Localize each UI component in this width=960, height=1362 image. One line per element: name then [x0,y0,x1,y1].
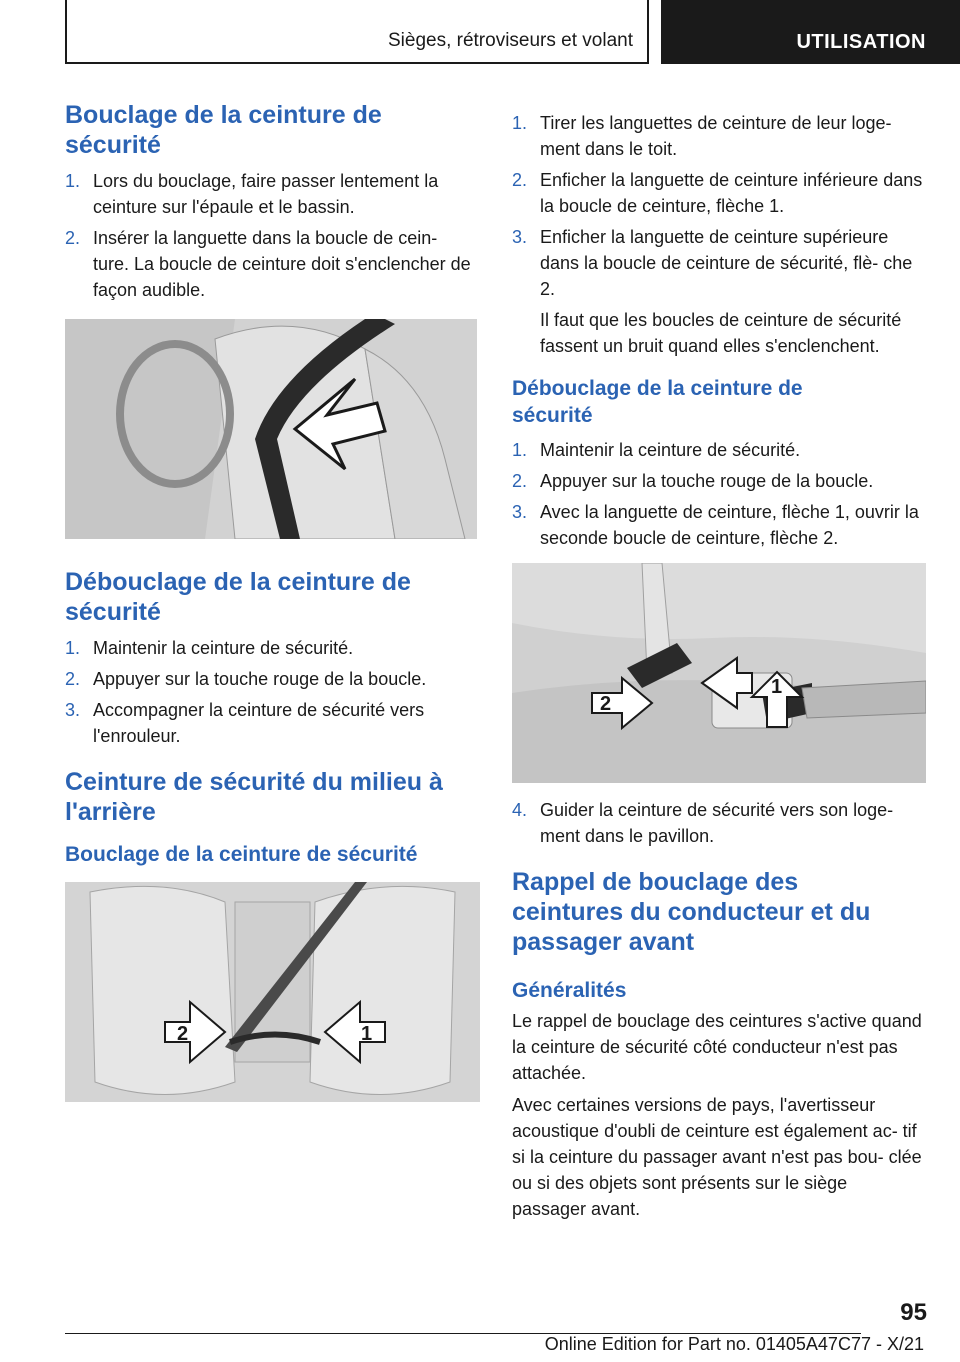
figure-rear-middle-belt [65,882,480,1102]
list-item: 1. Maintenir la ceinture de sécurité. [512,440,801,460]
figure-label-1: 1 [771,676,783,698]
buckle-steps [65,168,477,303]
paragraph-reminder-1: Le rappel de bouclage des ceintures s'active quand la ceinture de sécurité côté conducteur n'est pas attachée. [512,1011,922,1083]
figure-front-seat-belt [65,319,477,539]
buckle-steps-continued [512,110,926,302]
figure-label-1: 1 [361,1023,373,1045]
subheading-middle-buckle: Bouclage de la ceinture de sécurité [65,843,418,866]
list-item: 2. Appuyer sur la touche rouge de la boucle. [65,669,427,689]
left-column [65,100,477,1102]
page-number: 95 [900,1299,927,1326]
heading-unbuckle-middle: Débouclage de la ceinture de sécurité [512,377,803,427]
list-item: 1. Tirer les languettes de ceinture de leur loge- ment dans le toit. [512,113,892,159]
note-click-sound: Il faut que les boucles de ceinture de sécurité fassent un bruit quand elles s'enclenchent. [540,310,902,356]
heading-buckle: Bouclage de la ceinture de sécurité [65,101,382,159]
heading-unbuckle: Débouclage de la ceinture de sécurité [65,568,411,626]
list-item: 4. Guider la ceinture de sécurité vers son loge- ment dans le pavillon. [512,800,894,846]
right-column [512,110,926,1228]
list-item: 1. Lors du bouclage, faire passer lentement la ceinture sur l'épaule et le bassin. [65,171,439,217]
figure-label-2: 2 [600,693,612,715]
unbuckle-steps [65,635,477,749]
chapter-tab [661,0,960,64]
list-item: 3. Enficher la languette de ceinture supérieure dans la boucle de ceinture de sécurité, flè- che 2. [512,227,913,299]
list-item: 3. Accompagner la ceinture de sécurité vers l'enrouleur. [65,700,425,746]
paragraph-reminder-2: Avec certaines versions de pays, l'avertisseur acoustique d'oubli de ceinture est également ac- tif si la ceinture du passager avant n'est pas bou- clée ou si des objets sont présents sur le siège passager avant. [512,1095,922,1219]
heading-belt-reminder: Rappel de bouclage des ceintures du conducteur et du passager avant [512,868,871,956]
footer-edition: Online Edition for Part no. 01405A47C77 - X/21 [544,1334,924,1354]
unbuckle-middle-step-4 [512,797,926,849]
subheading-general: Généralités [512,979,627,1002]
unbuckle-middle-steps [512,437,926,551]
list-item: 2. Enficher la languette de ceinture inférieure dans la boucle de ceinture, flèche 1. [512,170,923,216]
list-item: 3. Avec la languette de ceinture, flèche 1, ouvrir la seconde boucle de ceinture, flèche 2. [512,502,919,548]
list-item: 2. Insérer la languette dans la boucle de cein- ture. La boucle de ceinture doit s'enclencher de façon audible. [65,228,471,300]
chapter-tab-label: UTILISATION [796,31,926,53]
heading-middle-belt: Ceinture de sécurité du milieu à l'arrière [65,768,443,826]
figure-label-2: 2 [177,1023,189,1045]
figure-unbuckle-middle [512,563,926,783]
list-item: 2. Appuyer sur la touche rouge de la boucle. [512,471,874,491]
header-section-box [65,0,649,64]
section-title: Sièges, rétroviseurs et volant [387,30,633,51]
list-item: 1. Maintenir la ceinture de sécurité. [65,638,354,658]
